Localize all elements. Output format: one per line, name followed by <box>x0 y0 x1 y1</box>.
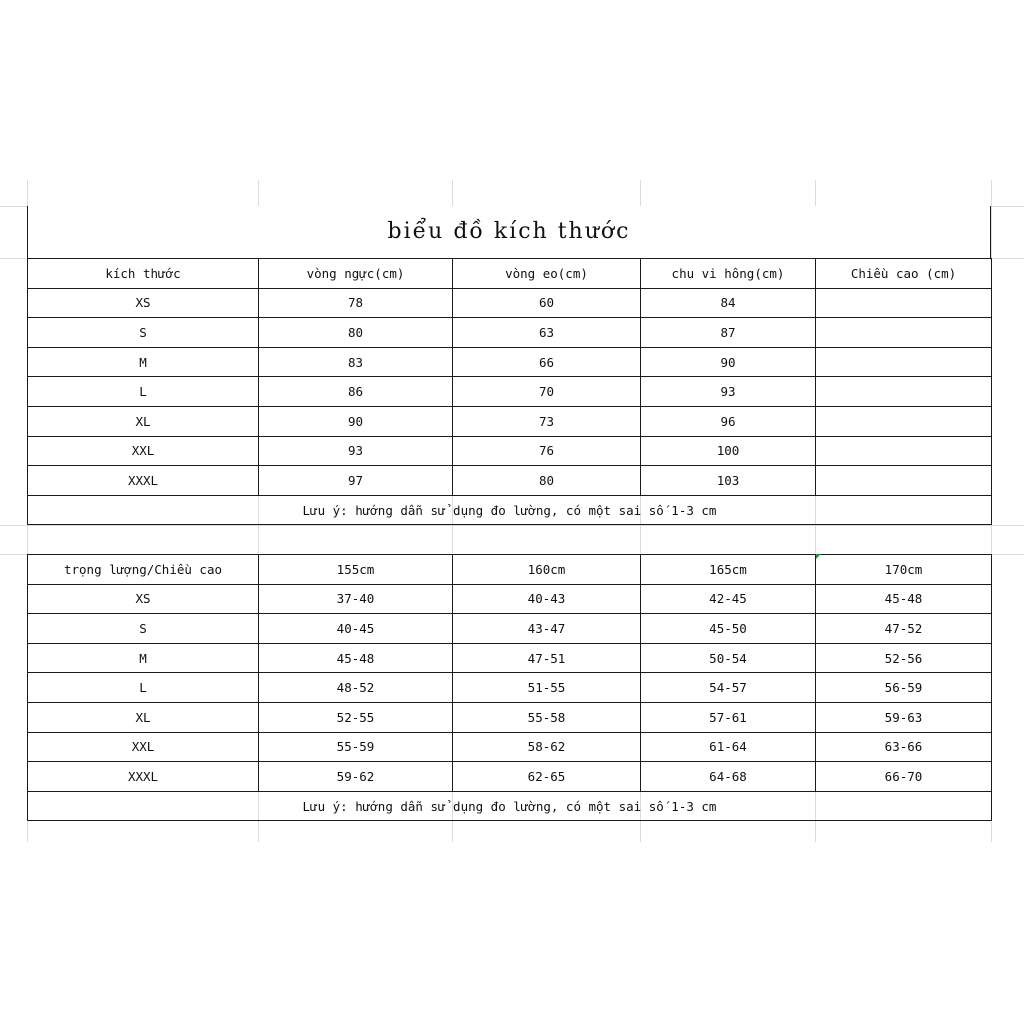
table-cell[interactable]: 63 <box>453 318 641 348</box>
table-cell[interactable]: 63-66 <box>816 732 992 762</box>
table-cell[interactable]: 50-54 <box>641 643 816 673</box>
table-row <box>28 643 992 673</box>
table-row <box>28 614 992 644</box>
table-row <box>28 762 992 792</box>
table-cell[interactable] <box>816 406 992 436</box>
table-cell[interactable]: 103 <box>641 466 816 496</box>
table-row <box>28 406 992 436</box>
table-cell[interactable]: 90 <box>641 347 816 377</box>
table-cell[interactable]: S <box>28 318 259 348</box>
table-cell[interactable] <box>816 377 992 407</box>
table-row <box>28 732 992 762</box>
header-cell[interactable]: vòng eo(cm) <box>453 259 641 289</box>
header-cell[interactable]: chu vi hông(cm) <box>641 259 816 289</box>
table-cell[interactable]: XXXL <box>28 762 259 792</box>
table-cell[interactable]: 66-70 <box>816 762 992 792</box>
note-cell[interactable]: Lưu ý: hướng dẫn sử dụng đo lường, có một sai số 1-3 cm <box>28 791 992 821</box>
table-cell[interactable]: 83 <box>259 347 453 377</box>
table-cell[interactable]: XXL <box>28 732 259 762</box>
table-cell[interactable]: 100 <box>641 436 816 466</box>
table-cell[interactable]: 48-52 <box>259 673 453 703</box>
table-row <box>28 318 992 348</box>
note-row <box>28 791 992 821</box>
table-row <box>28 377 992 407</box>
table-header-row <box>28 555 992 585</box>
table-cell[interactable]: XL <box>28 702 259 732</box>
table-cell[interactable]: 52-56 <box>816 643 992 673</box>
header-cell[interactable]: trọng lượng/Chiều cao <box>28 555 259 585</box>
header-cell[interactable]: 165cm <box>641 555 816 585</box>
table-cell[interactable]: L <box>28 377 259 407</box>
table-cell[interactable]: 54-57 <box>641 673 816 703</box>
spacer-row <box>27 525 991 554</box>
table-cell[interactable]: 55-59 <box>259 732 453 762</box>
table-cell[interactable]: 55-58 <box>453 702 641 732</box>
table-row <box>28 288 992 318</box>
table-cell[interactable]: L <box>28 673 259 703</box>
header-cell[interactable]: kích thước <box>28 259 259 289</box>
sheet-title: biểu đồ kích thước <box>387 219 631 244</box>
table-cell[interactable]: 80 <box>453 466 641 496</box>
table-cell[interactable]: 59-62 <box>259 762 453 792</box>
table-cell[interactable]: XL <box>28 406 259 436</box>
table-cell[interactable]: 66 <box>453 347 641 377</box>
header-cell[interactable]: 170cm <box>816 555 992 585</box>
table-cell[interactable]: 37-40 <box>259 584 453 614</box>
table-row <box>28 702 992 732</box>
header-cell[interactable]: 155cm <box>259 555 453 585</box>
table-cell[interactable]: 73 <box>453 406 641 436</box>
table-cell[interactable]: 97 <box>259 466 453 496</box>
table-cell[interactable] <box>816 318 992 348</box>
table-cell[interactable]: 93 <box>641 377 816 407</box>
table-cell[interactable]: 78 <box>259 288 453 318</box>
table-cell[interactable]: 45-48 <box>259 643 453 673</box>
table-cell[interactable]: 96 <box>641 406 816 436</box>
table-cell[interactable]: M <box>28 643 259 673</box>
table-cell[interactable]: 47-52 <box>816 614 992 644</box>
table-cell[interactable]: 56-59 <box>816 673 992 703</box>
table-cell[interactable]: 60 <box>453 288 641 318</box>
table-cell[interactable]: M <box>28 347 259 377</box>
table-cell[interactable] <box>816 466 992 496</box>
table-cell[interactable]: 90 <box>259 406 453 436</box>
table-row <box>28 436 992 466</box>
table-cell[interactable]: 93 <box>259 436 453 466</box>
table-cell[interactable]: 40-43 <box>453 584 641 614</box>
table-cell[interactable]: 51-55 <box>453 673 641 703</box>
table-cell[interactable]: 45-50 <box>641 614 816 644</box>
table-row <box>28 347 992 377</box>
note-cell[interactable]: Lưu ý: hướng dẫn sử dụng đo lường, có một sai số 1-3 cm <box>28 495 992 525</box>
table-cell[interactable]: XS <box>28 288 259 318</box>
table-cell[interactable]: 45-48 <box>816 584 992 614</box>
table-row <box>28 673 992 703</box>
table-cell[interactable]: XXXL <box>28 466 259 496</box>
header-cell[interactable]: 160cm <box>453 555 641 585</box>
table-cell[interactable]: XXL <box>28 436 259 466</box>
table-header-row <box>28 259 992 289</box>
table-cell[interactable]: 58-62 <box>453 732 641 762</box>
table-cell[interactable]: 59-63 <box>816 702 992 732</box>
table-cell[interactable]: 76 <box>453 436 641 466</box>
table-row <box>28 466 992 496</box>
table-cell[interactable]: 87 <box>641 318 816 348</box>
note-row <box>28 495 992 525</box>
table-cell[interactable]: 40-45 <box>259 614 453 644</box>
table-cell[interactable] <box>816 436 992 466</box>
table-cell[interactable]: 47-51 <box>453 643 641 673</box>
header-cell[interactable]: vòng ngực(cm) <box>259 259 453 289</box>
table-cell[interactable]: 84 <box>641 288 816 318</box>
table-cell[interactable]: 43-47 <box>453 614 641 644</box>
cell-comment-marker <box>816 554 821 559</box>
table-row <box>28 584 992 614</box>
title-band <box>27 206 991 258</box>
table-cell[interactable]: 80 <box>259 318 453 348</box>
table-cell[interactable]: 70 <box>453 377 641 407</box>
weight-height-table <box>27 554 992 821</box>
table-cell[interactable]: 57-61 <box>641 702 816 732</box>
table-cell[interactable] <box>816 347 992 377</box>
table-cell[interactable]: 52-55 <box>259 702 453 732</box>
table-cell[interactable]: 64-68 <box>641 762 816 792</box>
table-cell[interactable] <box>816 288 992 318</box>
table-cell[interactable]: 62-65 <box>453 762 641 792</box>
table-cell[interactable]: 61-64 <box>641 732 816 762</box>
table-cell[interactable]: S <box>28 614 259 644</box>
header-cell[interactable]: Chiều cao (cm) <box>816 259 992 289</box>
measurements-table <box>27 258 992 525</box>
table-cell[interactable]: XS <box>28 584 259 614</box>
table-cell[interactable]: 42-45 <box>641 584 816 614</box>
table-cell[interactable]: 86 <box>259 377 453 407</box>
